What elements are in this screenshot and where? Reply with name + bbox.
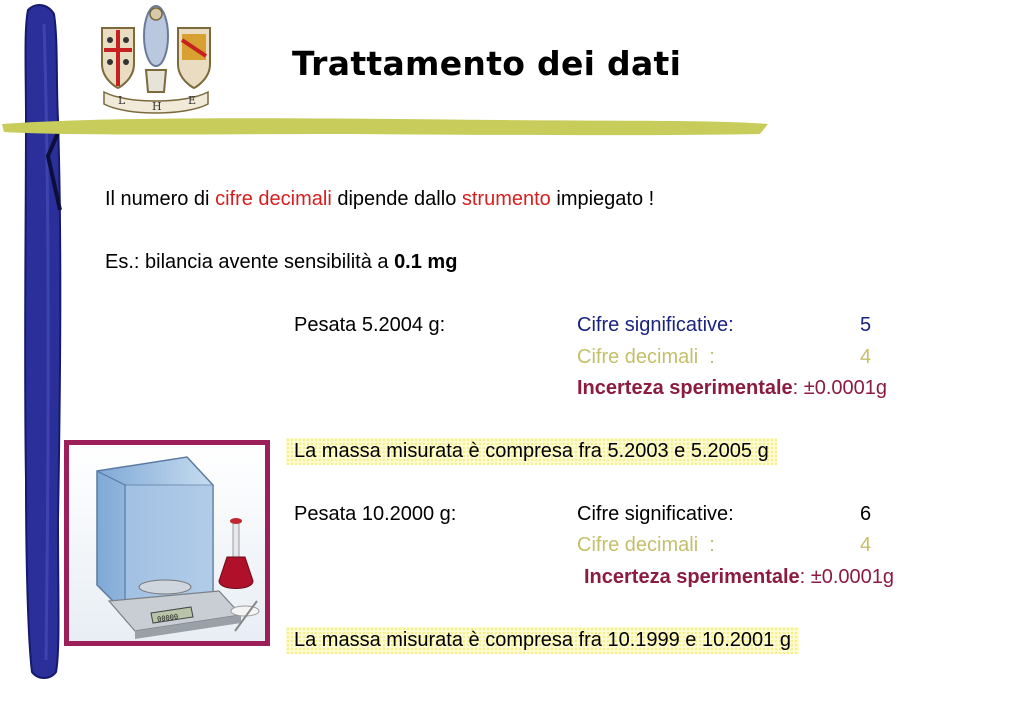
weighing1-dec-value: 4 [860, 346, 872, 368]
logo-letter-h: H [152, 100, 162, 113]
intro-text-1: Il numero di [105, 188, 216, 210]
weighing2-dec-label: Cifre decimali : [577, 534, 715, 556]
left-decorative-bar [14, 0, 64, 708]
balance-photo-frame [64, 440, 270, 646]
intro-line [105, 188, 654, 211]
weighing2-unc-label: Incerteza sperimentale [584, 566, 800, 588]
weighing1-conclusion: La massa misurata è compresa fra 5.2003 e 5.2005 g [286, 438, 777, 465]
intro-text-2: dipende dallo [331, 188, 462, 210]
weighing1-dec-label: Cifre decimali : [577, 346, 715, 368]
coat-of-arms-logo [96, 0, 216, 122]
analytical-balance-image [69, 445, 265, 641]
weighing1-unc-label: Incerteza sperimentale [577, 377, 793, 399]
example-prefix: Es.: bilancia avente sensibilità a [105, 251, 395, 273]
weighing2-unc-value: : ±0.0001g [799, 566, 895, 588]
title-underline [0, 112, 780, 142]
logo-letter-l: L [118, 94, 126, 107]
intro-highlight-instrument: strumento [461, 188, 551, 210]
weighing1-unc-value: : ±0.0001g [792, 377, 888, 399]
weighing2-conclusion: La massa misurata è compresa fra 10.1999 e 10.2001 g [286, 627, 799, 654]
example-sensitivity: 0.1 mg [394, 251, 458, 273]
weighing1-sig-label: Cifre significative: [577, 314, 734, 336]
weighing2-uncertainty [584, 566, 894, 589]
weighing1-uncertainty [577, 377, 887, 400]
weighing2-label: Pesata 10.2000 g: [294, 503, 457, 525]
weighing2-sig-value: 6 [860, 503, 872, 525]
weighing1-label: Pesata 5.2004 g: [294, 314, 446, 336]
page-title: Trattamento dei dati [292, 44, 682, 83]
balance-display-readout: 00000 [156, 612, 179, 624]
intro-highlight-decimals: cifre decimali [215, 188, 332, 210]
intro-text-3: impiegato ! [550, 188, 655, 210]
weighing2-dec-value: 4 [860, 534, 872, 556]
weighing2-sig-label: Cifre significative: [577, 503, 734, 525]
logo-letter-e: E [188, 94, 197, 107]
example-line [105, 251, 457, 274]
weighing1-sig-value: 5 [860, 314, 872, 336]
